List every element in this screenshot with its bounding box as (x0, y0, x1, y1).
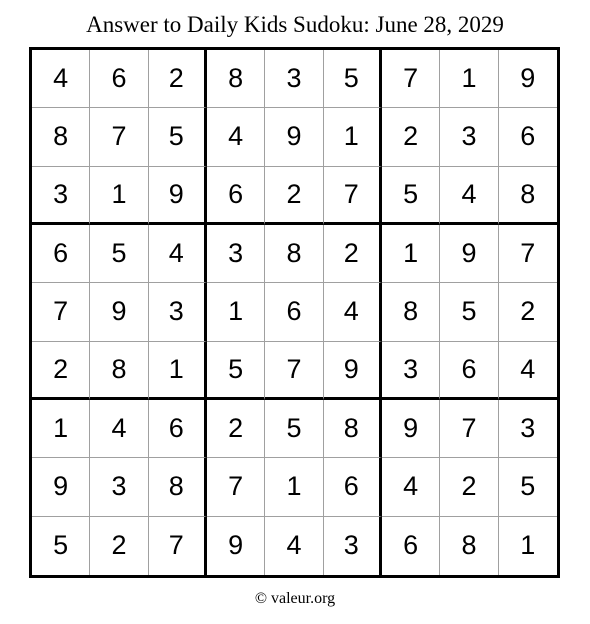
sudoku-cell-r7c5: 5 (265, 400, 323, 458)
sudoku-cell-r3c9: 8 (499, 167, 557, 225)
sudoku-cell-r7c4: 2 (207, 400, 265, 458)
sudoku-cell-r2c9: 6 (499, 108, 557, 166)
sudoku-cell-r8c3: 8 (149, 458, 207, 516)
sudoku-cell-r7c7: 9 (382, 400, 440, 458)
sudoku-cell-r5c8: 5 (440, 283, 498, 341)
sudoku-cell-r5c4: 1 (207, 283, 265, 341)
sudoku-cell-r8c8: 2 (440, 458, 498, 516)
sudoku-cell-r7c1: 1 (32, 400, 90, 458)
sudoku-cell-r5c7: 8 (382, 283, 440, 341)
sudoku-cell-r8c1: 9 (32, 458, 90, 516)
sudoku-cell-r4c9: 7 (499, 225, 557, 283)
sudoku-cell-r3c8: 4 (440, 167, 498, 225)
sudoku-cell-r9c3: 7 (149, 517, 207, 575)
sudoku-cell-r2c8: 3 (440, 108, 498, 166)
sudoku-cell-r2c4: 4 (207, 108, 265, 166)
sudoku-cell-r5c2: 9 (90, 283, 148, 341)
sudoku-cell-r9c2: 2 (90, 517, 148, 575)
sudoku-cell-r1c2: 6 (90, 50, 148, 108)
sudoku-cell-r4c8: 9 (440, 225, 498, 283)
sudoku-cell-r7c9: 3 (499, 400, 557, 458)
sudoku-cell-r6c3: 1 (149, 342, 207, 400)
sudoku-cell-r4c1: 6 (32, 225, 90, 283)
sudoku-cell-r6c6: 9 (324, 342, 382, 400)
sudoku-cell-r3c5: 2 (265, 167, 323, 225)
sudoku-cell-r5c1: 7 (32, 283, 90, 341)
sudoku-cell-r4c2: 5 (90, 225, 148, 283)
sudoku-cell-r7c6: 8 (324, 400, 382, 458)
sudoku-board (29, 47, 560, 578)
sudoku-cell-r3c4: 6 (207, 167, 265, 225)
sudoku-cell-r1c8: 1 (440, 50, 498, 108)
sudoku-cell-r6c8: 6 (440, 342, 498, 400)
sudoku-cell-r6c1: 2 (32, 342, 90, 400)
sudoku-cell-r9c6: 3 (324, 517, 382, 575)
sudoku-cell-r1c9: 9 (499, 50, 557, 108)
sudoku-cell-r1c3: 2 (149, 50, 207, 108)
sudoku-cell-r9c5: 4 (265, 517, 323, 575)
sudoku-cell-r7c3: 6 (149, 400, 207, 458)
sudoku-cell-r1c4: 8 (207, 50, 265, 108)
sudoku-cell-r5c3: 3 (149, 283, 207, 341)
sudoku-cell-r9c8: 8 (440, 517, 498, 575)
sudoku-cell-r5c9: 2 (499, 283, 557, 341)
sudoku-cell-r9c7: 6 (382, 517, 440, 575)
sudoku-cell-r8c5: 1 (265, 458, 323, 516)
page-title: Answer to Daily Kids Sudoku: June 28, 2029 (86, 12, 504, 37)
sudoku-cell-r3c7: 5 (382, 167, 440, 225)
sudoku-cell-r4c6: 2 (324, 225, 382, 283)
sudoku-cell-r8c9: 5 (499, 458, 557, 516)
sudoku-cell-r7c2: 4 (90, 400, 148, 458)
sudoku-cell-r8c2: 3 (90, 458, 148, 516)
sudoku-cell-r3c3: 9 (149, 167, 207, 225)
sudoku-cell-r4c5: 8 (265, 225, 323, 283)
sudoku-cell-r2c3: 5 (149, 108, 207, 166)
sudoku-cell-r7c8: 7 (440, 400, 498, 458)
sudoku-cell-r4c4: 3 (207, 225, 265, 283)
sudoku-cell-r2c2: 7 (90, 108, 148, 166)
sudoku-cell-r5c5: 6 (265, 283, 323, 341)
copyright-footer: © valeur.org (254, 590, 336, 607)
sudoku-cell-r2c7: 2 (382, 108, 440, 166)
sudoku-cell-r1c1: 4 (32, 50, 90, 108)
sudoku-cell-r9c1: 5 (32, 517, 90, 575)
sudoku-cell-r3c2: 1 (90, 167, 148, 225)
sudoku-cell-r6c9: 4 (499, 342, 557, 400)
sudoku-cell-r1c6: 5 (324, 50, 382, 108)
sudoku-cell-r6c5: 7 (265, 342, 323, 400)
sudoku-cell-r2c6: 1 (324, 108, 382, 166)
sudoku-cell-r9c9: 1 (520, 530, 536, 561)
sudoku-cell-r6c2: 8 (90, 342, 148, 400)
sudoku-cell-r5c6: 4 (324, 283, 382, 341)
sudoku-cell-r4c3: 4 (149, 225, 207, 283)
sudoku-cell-r9c4: 9 (207, 517, 265, 575)
sudoku-cell-r2c5: 9 (265, 108, 323, 166)
sudoku-cell-r8c7: 4 (382, 458, 440, 516)
sudoku-cell-r2c1: 8 (32, 108, 90, 166)
sudoku-cell-r6c7: 3 (382, 342, 440, 400)
sudoku-cell-r3c1: 3 (32, 167, 90, 225)
sudoku-cell-r8c6: 6 (324, 458, 382, 516)
sudoku-cell-r6c4: 5 (207, 342, 265, 400)
sudoku-cell-r3c6: 7 (324, 167, 382, 225)
sudoku-cell-r8c4: 7 (207, 458, 265, 516)
sudoku-cell-r1c7: 7 (382, 50, 440, 108)
sudoku-cell-r4c7: 1 (382, 225, 440, 283)
sudoku-cell-r1c5: 3 (265, 50, 323, 108)
